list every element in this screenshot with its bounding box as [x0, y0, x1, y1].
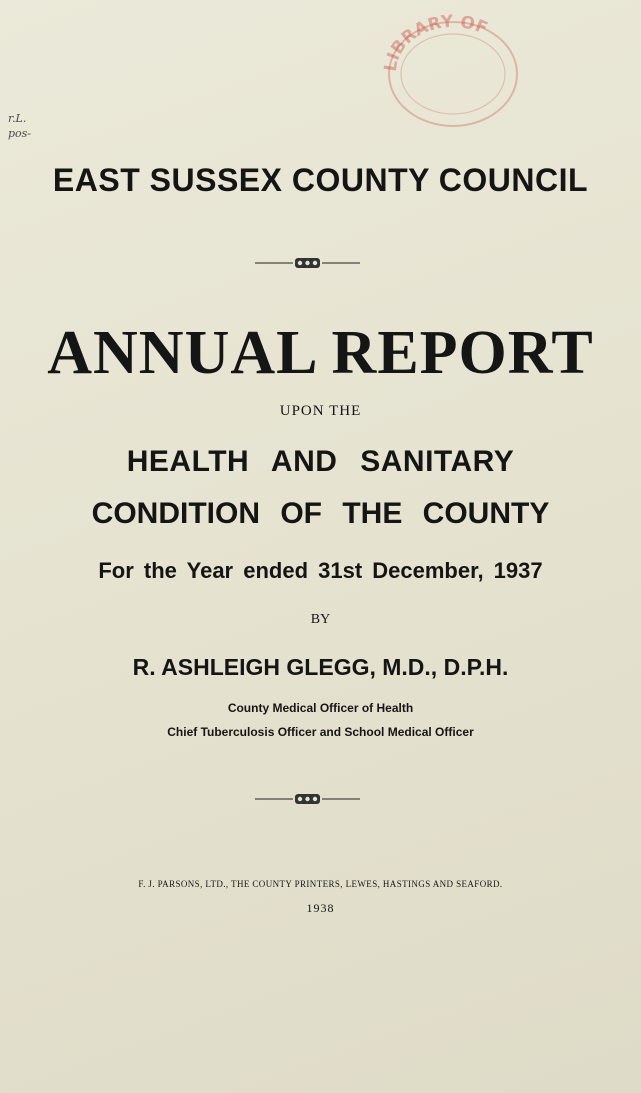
margin-note-2: pos- [8, 127, 32, 140]
svg-text:LIBRARY OF [381, 14, 490, 73]
subject-line-1: HEALTH AND SANITARY [126, 445, 515, 478]
report-period: For the Year ended 31st December, 1937 [98, 558, 543, 583]
margin-note-1: r.L. [8, 112, 27, 125]
ornament-rule-bottom [255, 792, 360, 806]
author-role-1: County Medical Officer of Health [227, 701, 414, 715]
author-name: R. ASHLEIGH GLEGG, M.D., D.P.H. [132, 654, 509, 680]
author-role-2: Chief Tuberculosis Officer and School Medical Officer [167, 725, 474, 739]
by-label: BY [310, 612, 331, 627]
report-title: ANNUAL REPORT [47, 319, 594, 387]
ornament-rule [255, 256, 360, 270]
library-stamp [378, 14, 528, 134]
imprint-year: 1938 [306, 901, 335, 915]
subject-line-2: CONDITION OF THE COUNTY [91, 497, 550, 530]
upon-the-label: UPON THE [279, 403, 362, 419]
stamp-text: LIBRARY OF [380, 14, 491, 73]
printer-imprint: F. J. PARSONS, LTD., THE COUNTY PRINTERS, LEWES, HASTINGS AND SEAFORD. [138, 879, 503, 889]
council-heading: EAST SUSSEX COUNTY COUNCIL [52, 162, 589, 198]
